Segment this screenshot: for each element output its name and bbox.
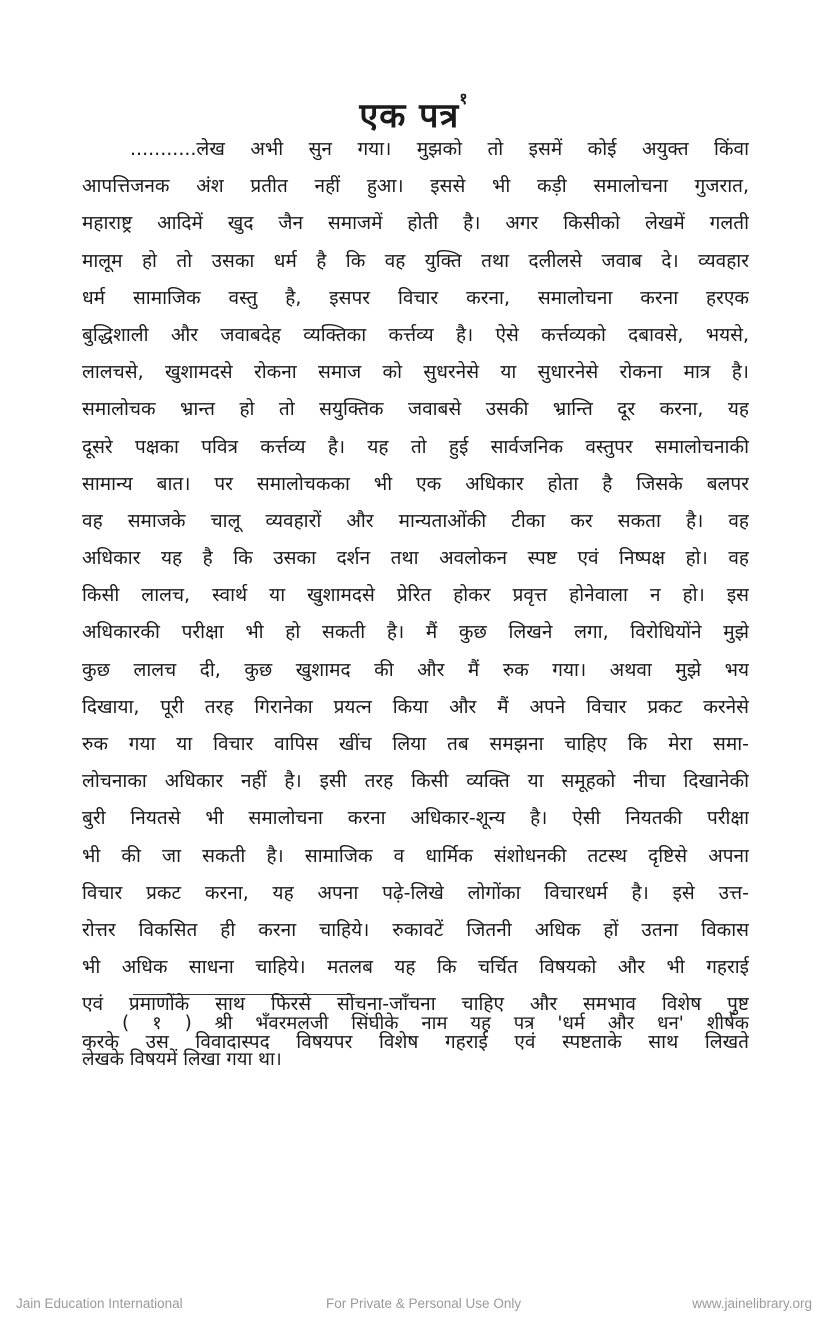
footer-usage-notice: For Private & Personal Use Only — [326, 1296, 522, 1311]
body-line: करके उस विवादास्पद विषयपर विशेष गहराई एवं स्पष्टताके साथ लिखते — [82, 1030, 749, 1053]
body-line: सामान्य बात। पर समालोचकका भी एक अधिकार होता है जिसके बलपर — [82, 472, 749, 495]
body-line: रोत्तर विकसित ही करना चाहिये। रुकावटें जितनी अधिक हों उतना विकास — [82, 918, 749, 941]
body-line: अधिकार यह है कि उसका दर्शन तथा अवलोकन स्पष्ट एवं निष्पक्ष हो। वह — [82, 547, 749, 570]
page-footer — [0, 1296, 828, 1320]
body-line: आपत्तिजनक अंश प्रतीत नहीं हुआ। इससे भी कड़ी समालोचना गुजरात, — [82, 175, 749, 198]
footnote — [82, 1006, 749, 1078]
body-line: एवं प्रमाणोंके साथ फिरसे सोचना-जाँचना चाहिए और समभाव विशेष पुष्ट — [82, 993, 749, 1016]
footer-publisher: Jain Education International — [16, 1296, 183, 1311]
footnote-line: लेखके विषयमें लिखा गया था। — [82, 1049, 282, 1070]
body-line: लालचसे, खुशामदसे रोकना समाज को सुधरनेसे या सुधारनेसे रोकना मात्र है। — [82, 361, 749, 384]
page-title-text: एक पत्र — [359, 95, 460, 136]
page-title — [0, 88, 828, 137]
body-line: बुद्धिशाली और जवाबदेह व्यक्तिका कर्त्तव्य है। ऐसे कर्त्तव्यको दबावसे, भयसे, — [82, 323, 749, 346]
body-line: कुछ लालच दी, कुछ खुशामद की और मैं रुक गया। अथवा मुझे भय — [82, 658, 749, 681]
body-line: दूसरे पक्षका पवित्र कर्त्तव्य है। यह तो हुई सार्वजनिक वस्तुपर समालोचनाकी — [82, 435, 749, 458]
title-footnote-marker: १ — [459, 88, 469, 108]
body-line: समालोचक भ्रान्त हो तो सयुक्तिक जवाबसे उसकी भ्रान्ति दूर करना, यह — [82, 398, 749, 421]
body-line: ...........लेख अभी सुन गया। मुझको तो इसमें कोई अयुक्त किंवा — [130, 138, 749, 160]
body-line: अधिकारकी परीक्षा भी हो सकती है। मैं कुछ लिखने लगा, विरोधियोंने मुझे — [82, 621, 749, 644]
body-line: वह समाजके चालू व्यवहारों और मान्यताओंकी टीका कर सकता है। वह — [82, 509, 749, 532]
body-line: विचार प्रकट करना, यह अपना पढ़े-लिखे लोगोंका विचारधर्म है। इसे उत्त- — [82, 881, 749, 904]
body-line: धर्म सामाजिक वस्तु है, इसपर विचार करना, समालोचना करना हरएक — [82, 286, 749, 309]
body-line: दिखाया, पूरी तरह गिरानेका प्रयत्न किया और मैं अपने विचार प्रकट करनेसे — [82, 695, 749, 718]
footnote-line: ( १ ) श्री भँवरमलजी सिंघीके नाम यह पत्र 'धर्म और धन' शीर्षक — [122, 1013, 749, 1034]
body-line: भी अधिक साधना चाहिये। मतलब यह कि चर्चित विषयको और भी गहराई — [82, 956, 749, 979]
body-line: रुक गया या विचार वापिस खींच लिया तब समझना चाहिए कि मेरा समा- — [82, 733, 749, 755]
footer-website-link[interactable]: www.jainelibrary.org — [692, 1296, 812, 1311]
body-line: बुरी नियतसे भी समालोचना करना अधिकार-शून्य है। ऐसी नियतकी परीक्षा — [82, 807, 749, 830]
body-line: किसी लालच, स्वार्थ या खुशामदसे प्रेरित होकर प्रवृत्त होनेवाला न हो। इस — [82, 584, 749, 607]
body-text — [82, 131, 749, 1061]
body-line: भी की जा सकती है। सामाजिक व धार्मिक संशोधनकी तटस्थ दृष्टिसे अपना — [82, 844, 749, 867]
body-line: मालूम हो तो उसका धर्म है कि वह युक्ति तथा दलीलसे जवाब दे। व्यवहार — [82, 249, 749, 272]
body-line: लोचनाका अधिकार नहीं है। इसी तरह किसी व्यक्ति या समूहको नीचा दिखानेकी — [82, 770, 749, 793]
footnote-divider — [133, 994, 355, 995]
body-line: महाराष्ट्र आदिमें खुद जैन समाजमें होती है। अगर किसीको लेखमें गलती — [82, 212, 749, 235]
